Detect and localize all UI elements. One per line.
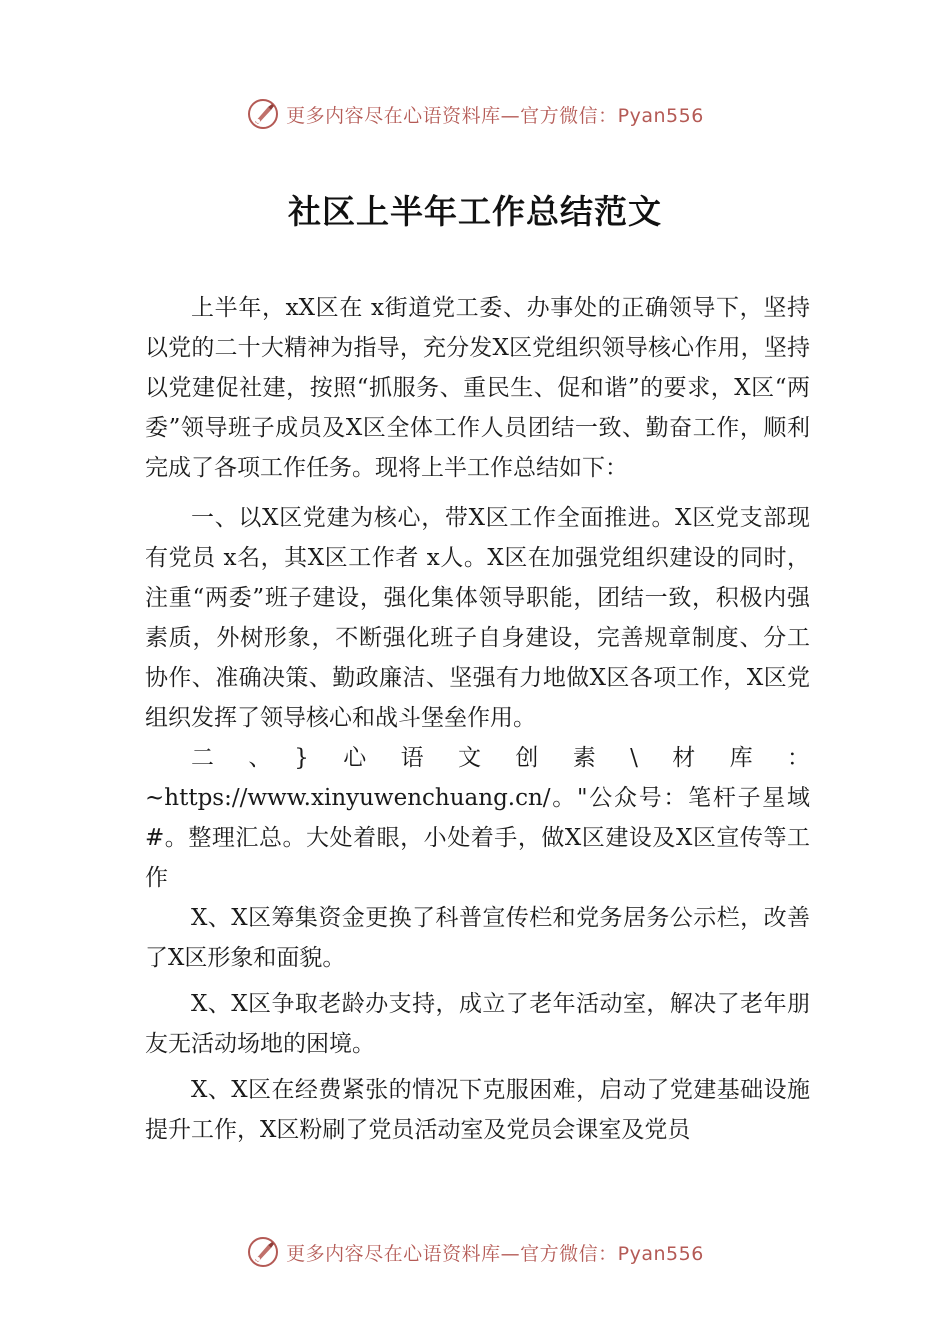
document-title: 社区上半年工作总结范文 — [288, 192, 662, 231]
pen-logo-icon — [246, 1235, 280, 1269]
paragraph-section-2: 二、}心语文创素\材库：~https://www.xinyuwenchuang.cn/。"公众号：笔杆子星域#。整理汇总。大处着眼，小处着手，做X区建设及X区宣传等工作 — [145, 745, 810, 891]
paragraph-item-3: X、X区在经费紧张的情况下克服困难，启动了党建基础设施提升工作，X区粉刷了党员活动室及党员会课室及党员 — [145, 1077, 810, 1143]
paragraph-section-1: 一、以X区党建为核心，带X区工作全面推进。X区党支部现有党员 x名，其X区工作者 x人。X区在加强党组织建设的同时，注重“两委”班子建设，强化集体领导职能，团结一致，积极内强素质，外树形象，不断强化班子自身建设，完善规章制度、分工协作、准确决策、勤政廉洁、坚强有力地做X区各项工作，X区党组织发挥了领导核心和战斗堡垒作用。 — [145, 505, 810, 731]
watermark-banner-top — [0, 96, 950, 132]
pen-logo-icon — [246, 97, 280, 131]
paragraph-item-1: X、X区筹集资金更换了科普宣传栏和党务居务公示栏，改善了X区形象和面貌。 — [145, 905, 810, 971]
paragraph-intro: 上半年，xX区在 x街道党工委、办事处的正确领导下，坚持以党的二十大精神为指导，充分发X区党组织领导核心作用，坚持以党建促社建，按照“抓服务、重民生、促和谐”的要求，X区“两委”领导班子成员及X区全体工作人员团结一致、勤奋工作，顺利完成了各项工作任务。现将上半工作总结如下： — [145, 295, 810, 481]
watermark-text: 更多内容尽在心语资料库—官方微信：Pyan556 — [286, 104, 704, 127]
watermark-text: 更多内容尽在心语资料库—官方微信：Pyan556 — [286, 1242, 704, 1265]
paragraph-item-2: X、X区争取老龄办支持，成立了老年活动室，解决了老年朋友无活动场地的困境。 — [145, 991, 810, 1057]
watermark-banner-bottom — [0, 1234, 950, 1270]
document-body — [145, 288, 810, 1150]
